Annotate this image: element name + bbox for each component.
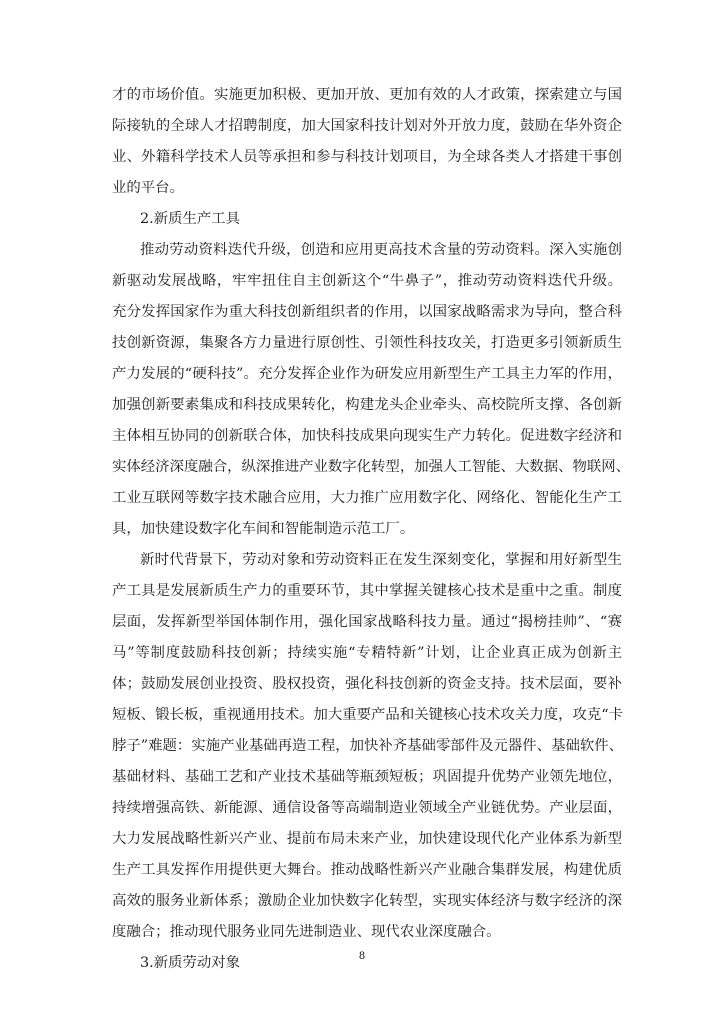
text-line: 大力发展战略性新兴产业、提前布局未来产业，加快建设现代化产业体系为新型: [112, 831, 622, 847]
text-line: 新时代背景下，劳动对象和劳动资料正在发生深刻变化，掌握和用好新型生: [140, 552, 622, 568]
text-line: 基础材料、基础工艺和产业技术基础等瓶颈短板；巩固提升优势产业领先地位，: [112, 769, 622, 785]
text-line: 短板、锻长板，重视通用技术。加大重要产品和关键核心技术攻关力度，攻克“卡: [112, 707, 624, 723]
text-line: 加强创新要素集成和科技成果转化，构建龙头企业牵头、高校院所支撑、各创新: [112, 397, 622, 413]
page-number: 8: [359, 948, 365, 962]
text-line: 脖子”难题：实施产业基础再造工程，加快补齐基础零部件及元器件、基础软件、: [112, 738, 624, 754]
paragraph-labor-materials: [112, 235, 631, 545]
text-line: 实体经济深度融合，纵深推进产业数字化转型，加强人工智能、大数据、物联网、: [112, 459, 631, 475]
text-line: 产工具是发展新质生产力的重要环节，其中掌握关键核心技术是重中之重。制度: [112, 583, 622, 599]
paragraph-new-era: [112, 545, 622, 948]
heading-text: 3.新质劳动对象: [140, 955, 241, 971]
text-line: 体；鼓励发展创业投资、股权投资，强化科技创新的资金支持。技术层面，要补: [112, 676, 622, 692]
body-text: [112, 80, 631, 979]
text-line: 推动劳动资料迭代升级，创造和应用更高技术含量的劳动资料。深入实施创: [140, 242, 622, 258]
text-line: 业、外籍科学技术人员等承担和参与科技计划项目，为全球各类人才搭建干事创: [112, 149, 622, 165]
paragraph-talent-policy: [112, 80, 622, 204]
section-heading-new-production-tools: [112, 204, 622, 235]
text-line: 产力发展的“硬科技”。充分发挥企业作为研发应用新型生产工具主力军的作用，: [112, 366, 622, 382]
text-line: 才的市场价值。实施更加积极、更加开放、更加有效的人才政策，探索建立与国: [112, 87, 622, 103]
text-line: 生产工具发挥作用提供更大舞台。推动战略性新兴产业融合集群发展，构建优质: [112, 862, 622, 878]
text-line: 技创新资源，集聚各方力量进行原创性、引领性科技攻关，打造更多引领新质生: [112, 335, 622, 351]
text-line: 具，加快建设数字化车间和智能制造示范工厂。: [112, 521, 415, 537]
text-line: 层面，发挥新型举国体制作用，强化国家战略科技力量。通过“揭榜挂帅”、“赛: [112, 614, 622, 630]
text-line: 持续增强高铁、新能源、通信设备等高端制造业领域全产业链优势。产业层面，: [112, 800, 622, 816]
text-line: 工业互联网等数字技术融合应用，大力推广应用数字化、网络化、智能化生产工: [112, 490, 622, 506]
text-line: 际接轨的全球人才招聘制度，加大国家科技计划对外开放力度，鼓励在华外资企: [112, 118, 622, 134]
heading-text: 2.新质生产工具: [140, 211, 241, 227]
text-line: 马”等制度鼓励科技创新；持续实施“专精特新”计划，让企业真正成为创新主: [112, 645, 622, 661]
text-line: 高效的服务业新体系；激励企业加快数字化转型，实现实体经济与数字经济的深: [112, 893, 622, 909]
text-line: 主体相互协同的创新联合体，加快科技成果向现实生产力转化。促进数字经济和: [112, 428, 622, 444]
text-line: 业的平台。: [112, 180, 184, 196]
text-line: 充分发挥国家作为重大科技创新组织者的作用，以国家战略需求为导向，整合科: [112, 304, 622, 320]
text-line: 新驱动发展战略，牢牢扭住自主创新这个“牛鼻子”，推动劳动资料迭代升级。: [112, 273, 622, 289]
text-line: 度融合；推动现代服务业同先进制造业、现代农业深度融合。: [112, 924, 501, 940]
